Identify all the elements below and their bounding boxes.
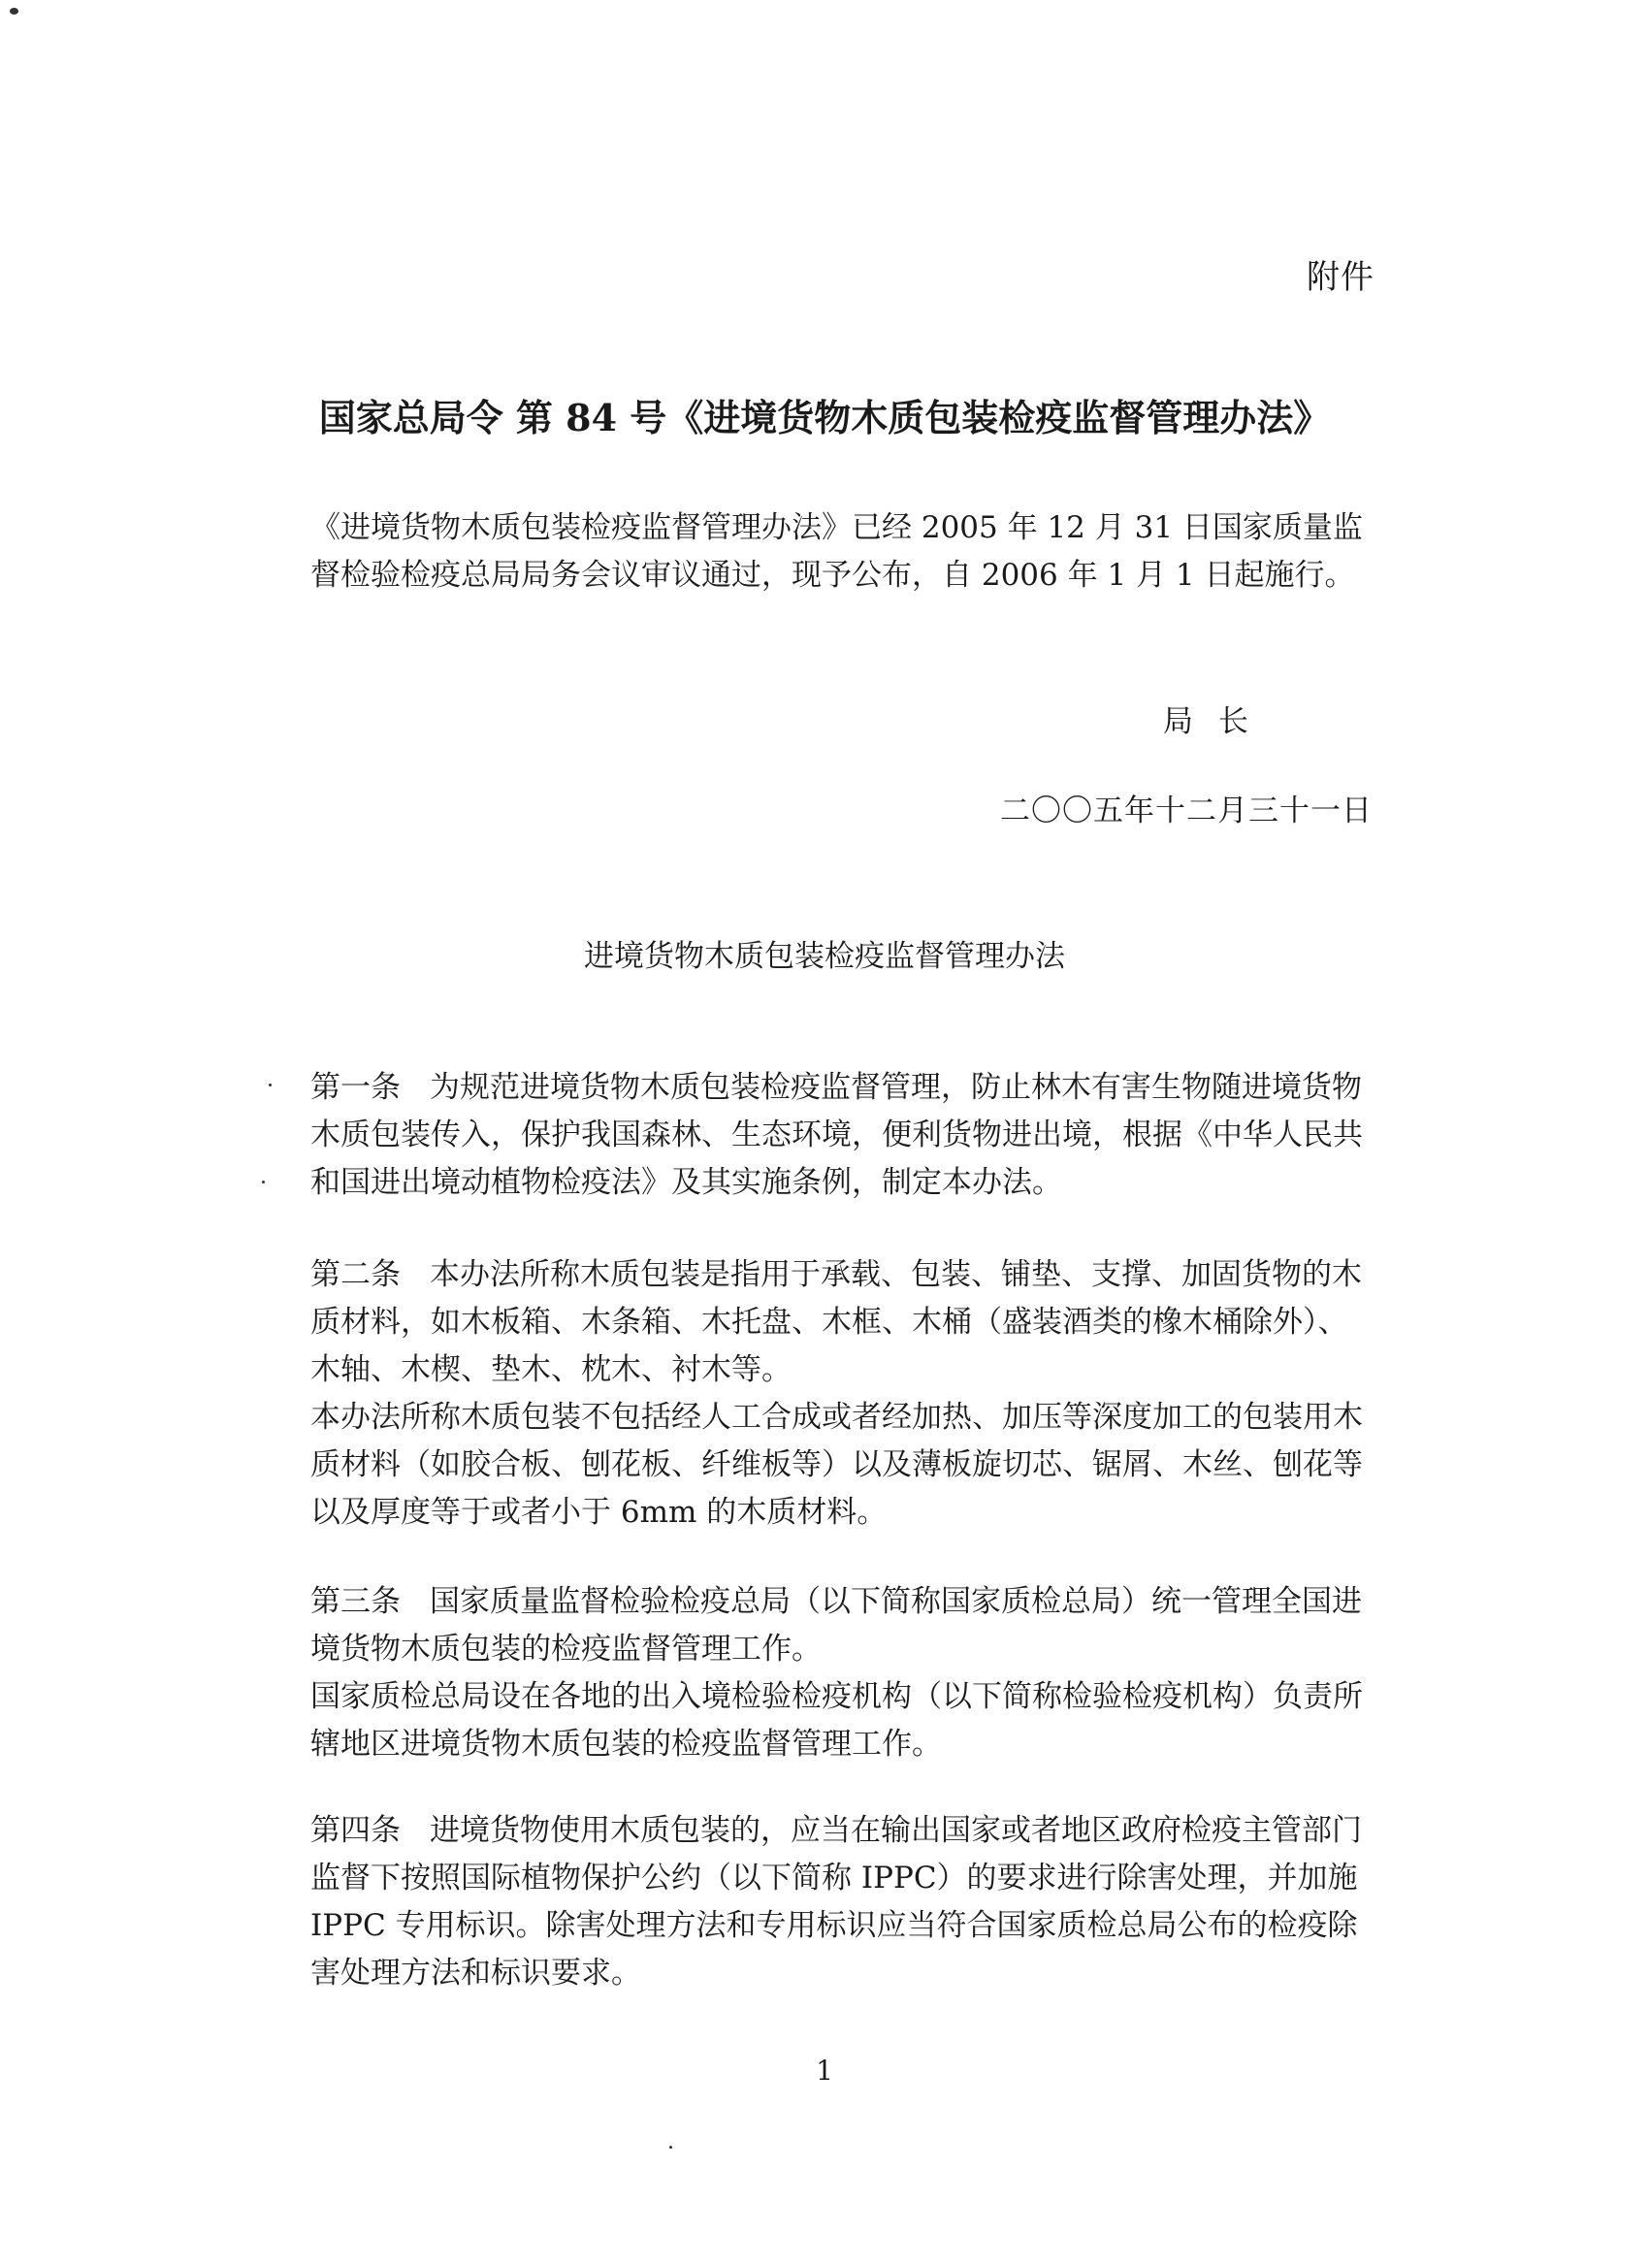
article-number: 第四条 bbox=[310, 1813, 401, 1848]
article-number: 第二条 bbox=[310, 1257, 401, 1292]
signer-title-char-1: 局 bbox=[1163, 704, 1193, 739]
article-paragraph: 国家质检总局设在各地的出入境检验检疫机构（以下简称检验检疫机构）负责所辖地区进境货物木质包装的检疫监督管理工作。 bbox=[310, 1679, 1363, 1762]
article-paragraph: 本办法所称木质包装不包括经人工合成或者经加热、加压等深度加工的包装用木质材料（如胶合板、刨花板、纤维板等）以及薄板旋切芯、锯屑、木丝、刨花等以及厚度等于或者小于 6mm 的木质材料。 bbox=[310, 1400, 1363, 1530]
article-1 bbox=[310, 1064, 1373, 1207]
article-3 bbox=[310, 1578, 1373, 1768]
scan-speck bbox=[10, 8, 18, 15]
article-paragraph bbox=[310, 1064, 1373, 1207]
main-title: 国家总局令 第 84 号《进境货物木质包装检疫监督管理办法》 bbox=[318, 396, 1331, 439]
article-number: 第三条 bbox=[310, 1584, 401, 1619]
scan-speck bbox=[262, 1181, 265, 1183]
article-paragraph bbox=[310, 1251, 1373, 1394]
promulgation-text: 《进境货物木质包装检疫监督管理办法》已经 2005 年 12 月 31 日国家质量监督检验检疫总局局务会议审议通过，现予公布，自 2006 年 1 月 1 日起施行。 bbox=[310, 510, 1363, 593]
sub-title: 进境货物木质包装检疫监督管理办法 bbox=[584, 939, 1065, 974]
signer-title bbox=[1163, 697, 1248, 740]
article-2 bbox=[310, 1251, 1373, 1537]
article-number: 第一条 bbox=[310, 1070, 401, 1105]
article-4 bbox=[310, 1807, 1373, 1997]
annex-label: 附件 bbox=[1307, 258, 1374, 297]
page-number: 1 bbox=[816, 2055, 833, 2087]
article-text: 为规范进境货物木质包装检疫监督管理，防止林木有害生物随进境货物木质包装传入，保护我国森林、生态环境，便利货物进出境，根据《中华人民共和国进出境动植物检疫法》及其实施条例，制定本办法。 bbox=[310, 1070, 1363, 1200]
article-text: 本办法所称木质包装是指用于承载、包装、铺垫、支撑、加固货物的木质材料，如木板箱、木条箱、木托盘、木框、木桶（盛装酒类的橡木桶除外）、木轴、木楔、垫木、枕木、衬木等。 bbox=[310, 1257, 1362, 1387]
scan-speck bbox=[669, 2146, 672, 2149]
signing-date: 二〇〇五年十二月三十一日 bbox=[1000, 794, 1373, 828]
article-text: 进境货物使用木质包装的，应当在输出国家或者地区政府检疫主管部门监督下按照国际植物保护公约（以下简称 IPPC）的要求进行除害处理，并加施 IPPC 专用标识。除害处理方法和专用标识应当符合国家质检总局公布的检疫除害处理方法和标识要求。 bbox=[310, 1813, 1362, 1991]
scan-speck bbox=[269, 1084, 272, 1086]
article-paragraph bbox=[310, 1578, 1373, 1673]
signer-title-char-2: 长 bbox=[1218, 704, 1248, 739]
article-text: 国家质量监督检验检疫总局（以下简称国家质检总局）统一管理全国进境货物木质包装的检疫监督管理工作。 bbox=[310, 1584, 1362, 1667]
article-paragraph bbox=[310, 1807, 1373, 1997]
